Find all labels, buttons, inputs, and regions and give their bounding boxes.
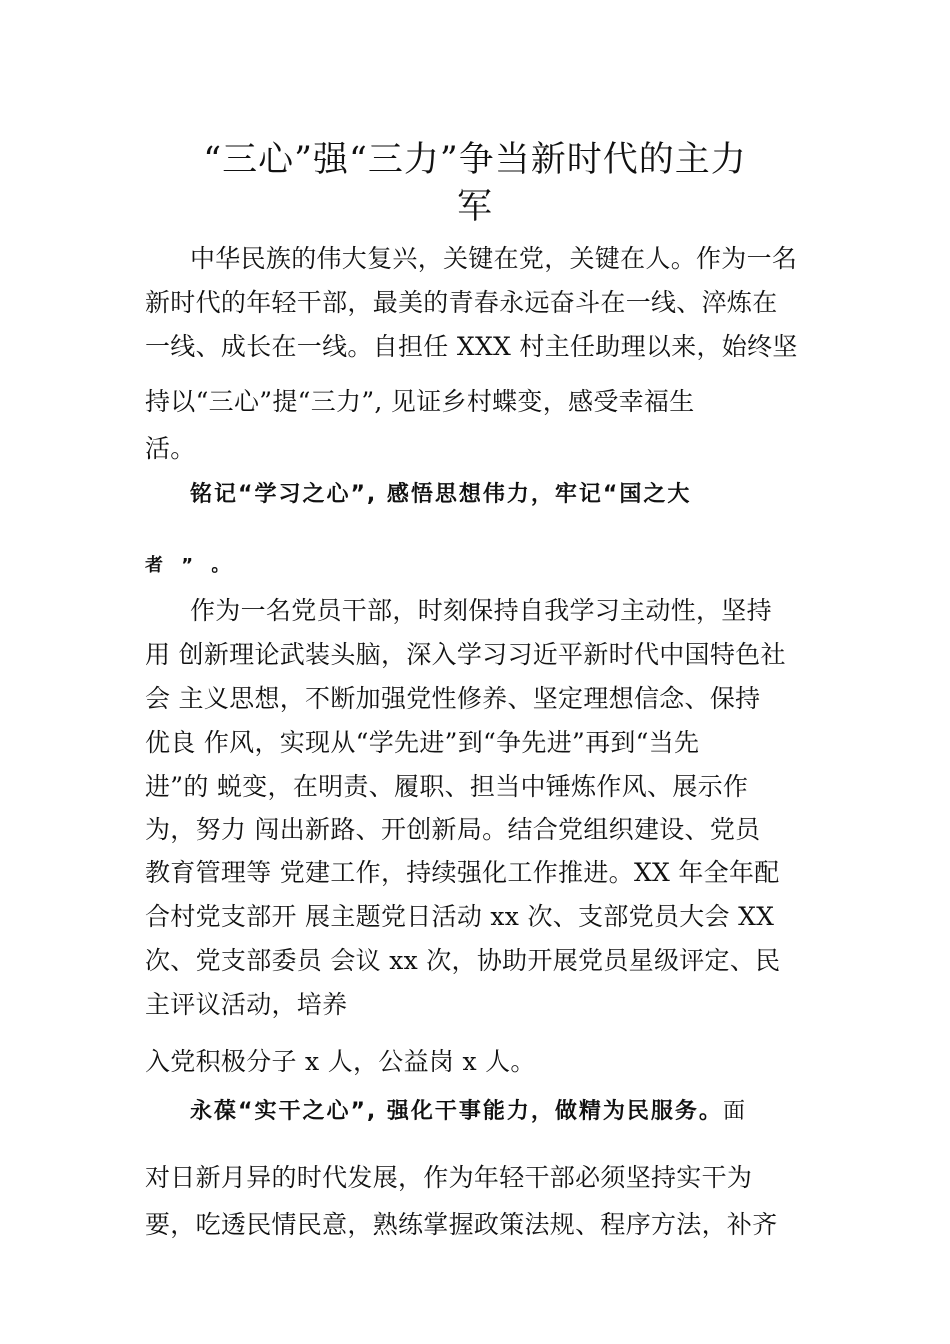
- section-1-line-4: 优良 作风，实现从“学先进”到“争先进”再到“当先: [145, 728, 700, 757]
- document-title-line-1: “三心”强“三力”争当新时代的主力: [203, 140, 747, 180]
- section-1-line-11: 入党积极分子 x 人，公益岗 x 人。: [145, 1047, 536, 1076]
- section-2-line-1: 对日新月异的时代发展，作为年轻干部必须坚持实干为: [145, 1163, 753, 1192]
- section-1-line-8: 合村党支部开 展主题党日活动 xx 次、支部党员大会 XX: [145, 902, 775, 931]
- section-1-line-1: 作为一名党员干部，时刻保持自我学习主动性，坚持: [190, 596, 772, 625]
- section-heading-1-line-1: 铭记“学习之心”, 感悟思想伟力，牢记“国之大: [190, 482, 692, 507]
- section-1-line-2: 用 创新理论武装头脑，深入学习习近平新时代中国特色社: [145, 640, 786, 669]
- intro-line-1: 中华民族的伟大复兴，关键在党，关键在人。作为一名: [190, 244, 798, 273]
- section-heading-2-tail: 面: [722, 1099, 745, 1124]
- section-1-line-7: 教育管理等 党建工作，持续强化工作推进。XX 年全年配: [145, 858, 780, 887]
- section-2-line-2: 要，吃透民情民意，熟练掌握政策法规、程序方法，补齐: [145, 1210, 778, 1239]
- intro-line-2: 新时代的年轻干部，最美的青春永远奋斗在一线、淬炼在: [145, 288, 778, 317]
- intro-line-5: 活。: [145, 434, 196, 463]
- intro-line-4: 持以“三心”提“三力”, 见证乡村蝶变，感受幸福生: [145, 387, 695, 416]
- section-heading-2: [190, 1097, 745, 1127]
- section-1-line-6: 为，努力 闯出新路、开创新局。结合党组织建设、党员: [145, 815, 761, 844]
- section-1-line-9: 次、党支部委员 会议 xx 次，协助开展党员星级评定、民: [145, 946, 781, 975]
- section-1-line-5: 进”的 蜕变，在明责、履职、担当中锤炼作风、展示作: [145, 772, 749, 801]
- section-heading-2-text: 永葆“实干之心”, 强化干事能力，做精为民服务。: [190, 1099, 723, 1124]
- section-1-line-3: 会 主义思想，不断加强党性修养、坚定理想信念、保持: [145, 684, 761, 713]
- intro-line-3: 一线、成长在一线。自担任 XXX 村主任助理以来，始终坚: [145, 332, 798, 361]
- section-heading-1-line-2: 者 ” 。: [145, 555, 236, 576]
- document-title-line-2: 军: [456, 187, 493, 227]
- section-1-line-10: 主评议活动，培养: [145, 990, 348, 1019]
